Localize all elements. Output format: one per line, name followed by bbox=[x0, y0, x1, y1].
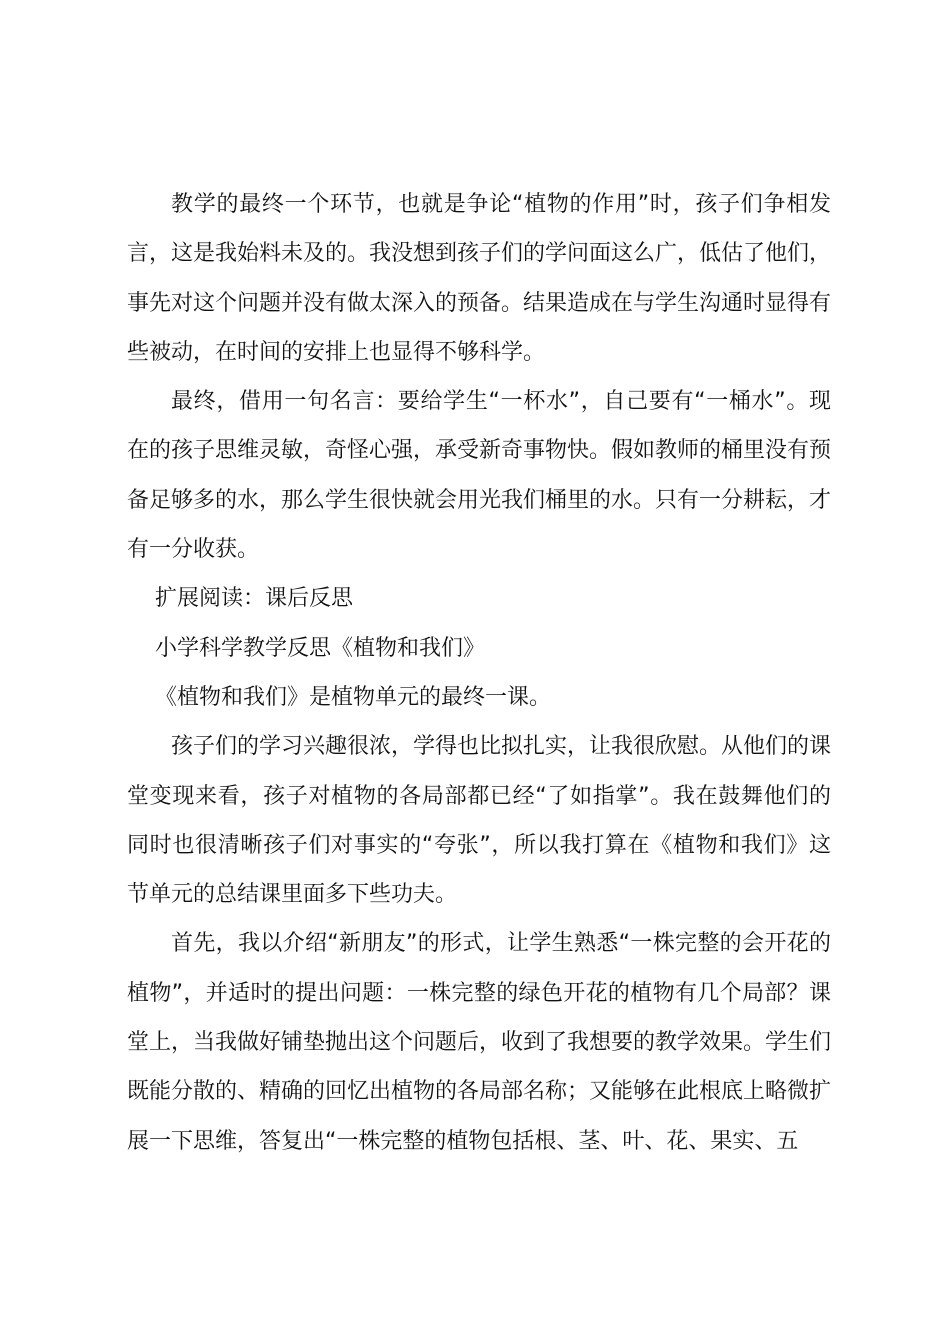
paragraph-new-friend-method: 首先，我以介绍“新朋友”的形式，让学生熟悉“一株完整的会开花的植物”，并适时的提出问题：一株完整的绿色开花的植物有几个局部？课堂上，当我做好铺垫抛出这个问题后，收到了我想要的教学效果。学生们既能分散的、精确的回忆出植物的各局部名称；又能够在此根底上略微扩展一下思维，答复出“一株完整的植物包括根、茎、叶、花、果实、五 bbox=[127, 931, 832, 1154]
document-body bbox=[127, 180, 831, 1166]
paragraph-bucket-of-water: 最终，借用一句名言：要给学生“一杯水”，自己要有“一桶水”。现在的孩子思维灵敏，奇怪心强，承受新奇事物快。假如教师的桶里没有预备足够多的水，那么学生很快就会用光我们桶里的水。只有一分耕耘，才有一分收获。 bbox=[127, 389, 832, 563]
paragraph-plant-function-reflection: 教学的最终一个环节，也就是争论“植物的作用”时，孩子们争相发言，这是我始料未及的。我没想到孩子们的学问面这么广，低估了他们，事先对这个问题并没有做太深入的预备。结果造成在与学生沟通时显得有些被动，在时间的安排上也显得不够科学。 bbox=[127, 192, 832, 365]
paragraph-extended-reading-heading: 扩展阅读：课后反思 bbox=[155, 586, 354, 612]
paragraph-student-interest: 孩子们的学习兴趣很浓，学得也比拟扎实，让我很欣慰。从他们的课堂变现来看，孩子对植物的各局部都已经“了如指掌”。我在鼓舞他们的同时也很清晰孩子们对事实的“夸张”，所以我打算在《植物和我们》这节单元的总结课里面多下些功夫。 bbox=[127, 734, 832, 908]
paragraph-final-lesson: 《植物和我们》是植物单元的最终一课。 bbox=[155, 684, 552, 710]
paragraph-reflection-title: 小学科学教学反思《植物和我们》 bbox=[155, 635, 486, 661]
